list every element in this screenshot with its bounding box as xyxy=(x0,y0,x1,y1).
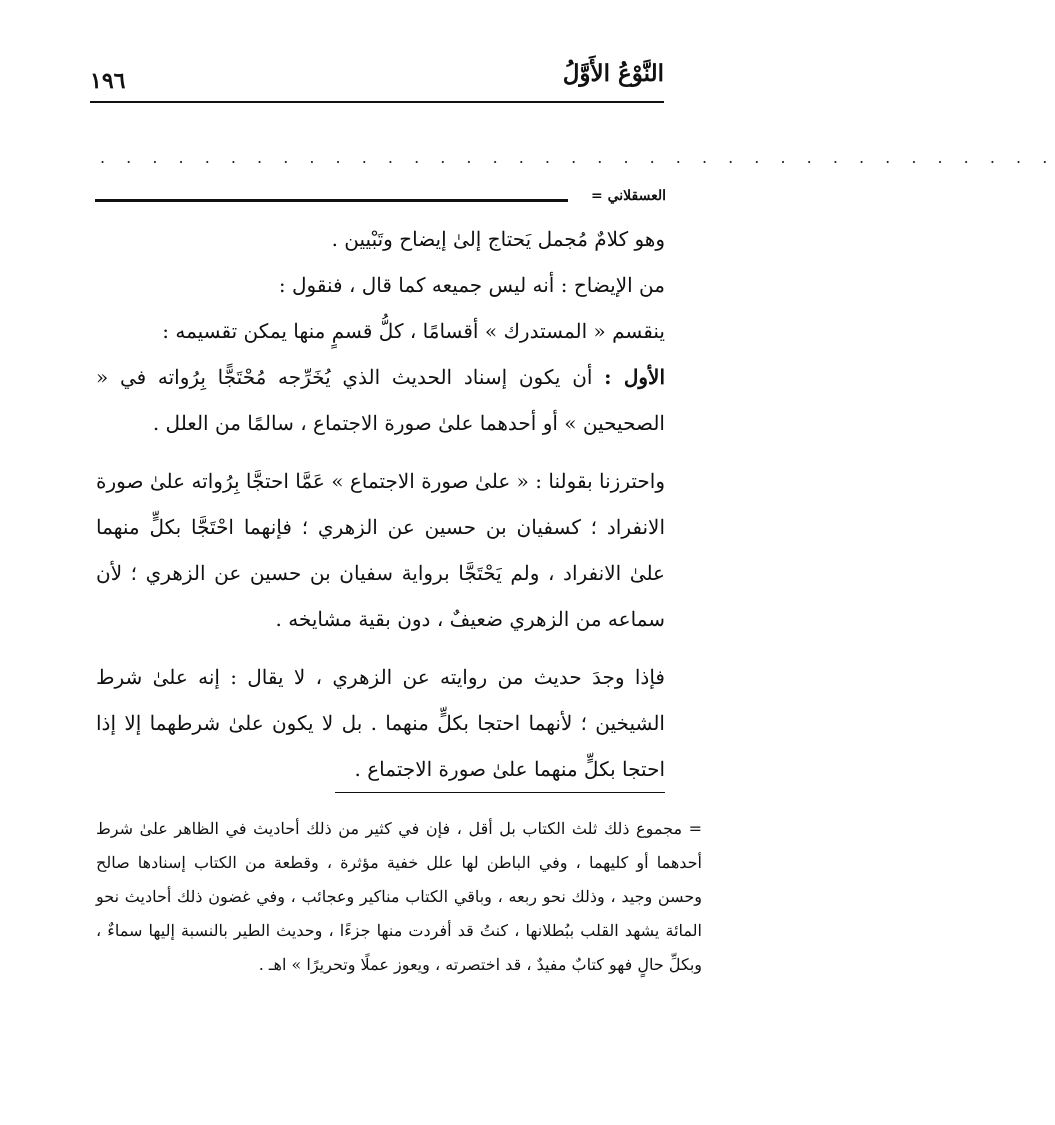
paragraph-5: واحترزنا بقولنا : « علىٰ صورة الاجتماع » عَمَّا احتجَّا بِرُواته علىٰ صورة الانفراد ؛ كسفيان بن حسين عن الزهري ؛ فإنهما احْتَجَّا بكلٍّ منهما علىٰ الانفراد ، ولم يَحْتَجَّا برواية سفيان بن حسين عن الزهري ؛ لأن سماعه من الزهري ضعيفٌ ، دون بقية مشايخه . xyxy=(96,469,665,631)
commentary-divider xyxy=(95,199,568,202)
footnote-divider xyxy=(335,792,665,793)
chapter-title: النَّوْعُ الأَوَّلُ xyxy=(562,60,664,87)
page-number: ١٩٦ xyxy=(90,68,126,94)
header-divider xyxy=(90,101,664,103)
paragraph-1: وهو كلامٌ مُجمل يَحتاج إلىٰ إيضاح وتَبْيين . xyxy=(331,227,665,251)
page-header xyxy=(90,58,664,100)
footnote-paragraph: = مجموع ذلك ثلث الكتاب بل أقل ، فإن في كثير من ذلك أحاديث في الظاهر علىٰ شرط أحدهما أو كليهما ، وفي الباطن لها علل خفية مؤثرة ، وقطعة من الكتاب إسنادها صالح وحسن وجيد ، وذلك نحو ربعه ، وباقي الكتاب مناكير وعجائب ، وفي غضون ذلك أحاديث نحو المائة يشهد القلب ببُطلانها ، كنتُ قد أفردت منها جزءًا ، وحديث الطير بالنسبة إليها سماءٌ ، وبكلِّ حالٍ فهو كتابٌ مفيدٌ ، قد اختصرته ، ويعوز عملًا وتحريرًا » اهـ . xyxy=(96,819,703,974)
footnote xyxy=(96,812,702,982)
commentary-author-label: العسقلاني = xyxy=(590,188,666,204)
paragraph-4-text: أن يكون إسناد الحديث الذي يُخَرِّجه مُحْتَجًّا بِرُواته في « الصحيحين » أو أحدهما علىٰ صورة الاجتماع ، سالمًا من العلل . xyxy=(96,365,665,435)
ellipsis-dots: . . . . . . . . . . . . . . . . . . . . . . . . . . . . . . . . . . . . . xyxy=(100,148,1055,167)
paragraph-2: من الإيضاح : أنه ليس جميعه كما قال ، فنقول : xyxy=(278,273,665,297)
paragraph-6: فإذا وجدَ حديث من روايته عن الزهري ، لا يقال : إنه علىٰ شرط الشيخين ؛ لأنهما احتجا بكلٍّ منهما . بل لا يكون علىٰ شرطهما إلا إذا احتجا بكلٍّ منهما علىٰ صورة الاجتماع . xyxy=(96,665,665,781)
paragraph-4-lead: الأول : xyxy=(604,365,665,389)
paragraph-4 xyxy=(96,354,665,446)
paragraph-3: ينقسم « المستدرك » أقسامًا ، كلُّ قسمٍ منها يمكن تقسيمه : xyxy=(162,319,665,343)
commentary-heading xyxy=(95,186,666,210)
main-text xyxy=(96,216,665,792)
